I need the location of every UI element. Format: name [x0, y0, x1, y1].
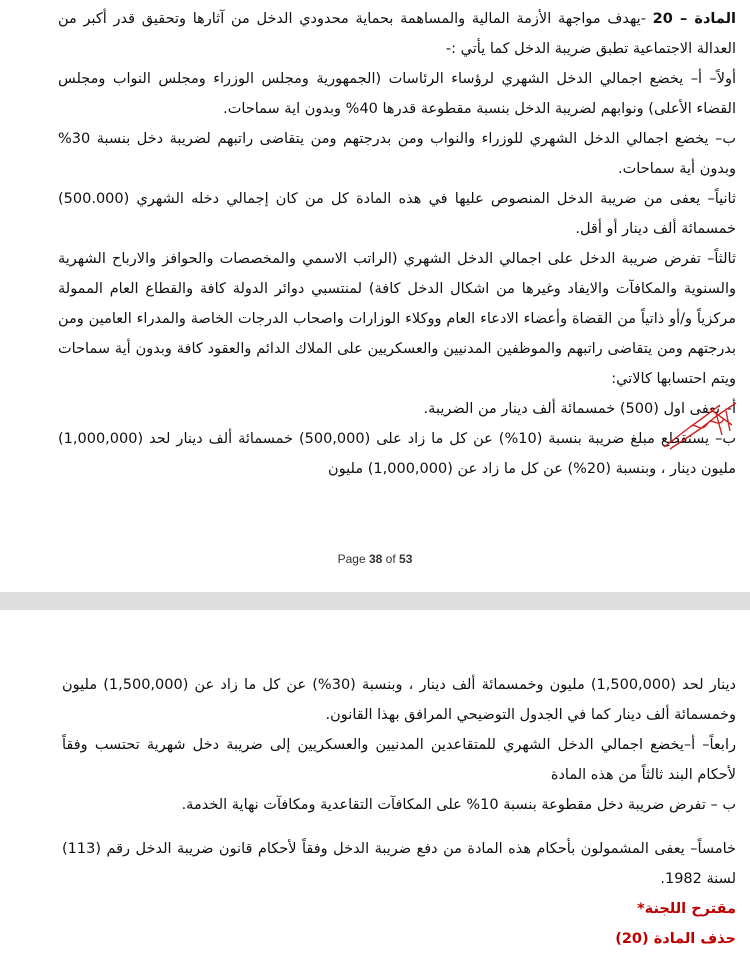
article-paragraph-second	[58, 184, 736, 244]
paragraph-text: رابعاً– أ–يخضع اجمالي الدخل الشهري للمتقاعدين المدنيين والعسكريين إلى ضريبة دخل شهرية تحتسب وفقاً لأحكام البند ثالثاً من هذه المادة	[62, 737, 736, 783]
footer-total-pages: 53	[399, 552, 413, 566]
article-20-text	[58, 4, 736, 484]
paragraph-text: دينار لحد (1,500,000) مليون وخمسمائة ألف دينار ، وبنسبة (30%) عن كل ما زاد عن (1,500,000) مليون وخمسمائة ألف دينار كما في الجدول التوضيحي المرافق بهذا القانون.	[62, 677, 736, 723]
page-footer	[0, 552, 750, 566]
article-paragraph-third-b	[58, 424, 736, 484]
paragraph-text: ثالثاً– تفرض ضريبة الدخل على اجمالي الدخل الشهري (الراتب الاسمي والمخصصات والحوافز والارباح الشهرية والسنوية والمكافآت والايفاد وغيرها من اشكال الدخل كافة) لمنتسبي دوائر الدولة كافة والقطاع العام الممولة مركزياً و/أو ذاتياً من القضاة وأعضاء الادعاء العام ووكلاء الوزارات واصحاب الدرجات الخاصة والمدراء العامين ومن بدرجتهم ومن يتقاضى راتبهم والموظفين المدنيين والعسكريين على الملاك الدائم والعقود كافة وبدون أية سماحات ويتم احتسابها كالاتي:	[58, 251, 736, 387]
paragraph-text: خامساً– يعفى المشمولون بأحكام هذه المادة من دفع ضريبة الدخل وفقاً لأحكام قانون ضريبة الدخل رقم (113) لسنة 1982.	[62, 841, 736, 887]
paragraph-text: -يهدف مواجهة الأزمة المالية والمساهمة بحماية محدودي الدخل من آثارها وتحقيق قدر أكبر من العدالة الاجتماعية تطبق ضريبة الدخل كما يأتي :-	[58, 11, 736, 57]
paragraph-text: ب– يخضع اجمالي الدخل الشهري للوزراء والنواب ومن بدرجتهم ومن يتقاضى راتبهم لضريبة دخل بنسبة 30% وبدون أية سماحات.	[58, 131, 736, 177]
page-separator	[0, 592, 750, 610]
article-paragraph-fourth-b	[62, 790, 736, 820]
committee-proposal-label: مقترح اللجنة*	[637, 901, 736, 917]
handwritten-signature	[660, 395, 740, 455]
footer-of: of	[382, 552, 400, 566]
footer-page-number: 38	[368, 552, 383, 566]
continuation-paragraph	[62, 670, 736, 730]
paragraph-text: ثانياً– يعفى من ضريبة الدخل المنصوص عليها في هذه المادة كل من كان إجمالي دخله الشهري (500.000) خمسمائة ألف دينار أو أقل.	[58, 191, 736, 237]
article-paragraph-intro	[58, 4, 736, 64]
paragraph-spacer	[62, 820, 736, 834]
article-paragraph-first-b	[58, 124, 736, 184]
article-20-continued	[62, 670, 736, 954]
article-paragraph-first-a	[58, 64, 736, 124]
paragraph-text: أ– تعفى اول (500) خمسمائة ألف دينار من الضريبة.	[423, 401, 736, 417]
paragraph-text: ب– يستقطع مبلغ ضريبة بنسبة (10%) عن كل ما زاد على (500,000) خمسمائة ألف دينار لحد (1,000,000) مليون دينار ، وبنسبة (20%) عن كل ما زاد عن (1,000,000) مليون	[58, 431, 736, 477]
paragraph-text: ب – تفرض ضريبة دخل مقطوعة بنسبة 10% على المكافآت التقاعدية ومكافآت نهاية الخدمة.	[181, 797, 736, 813]
article-number: المادة – 20	[652, 11, 736, 27]
footer-prefix: Page	[337, 552, 369, 566]
article-paragraph-third	[58, 244, 736, 394]
article-paragraph-fifth	[62, 834, 736, 894]
article-paragraph-third-a	[58, 394, 736, 424]
paragraph-text: أولاً– أ– يخضع اجمالي الدخل الشهري لرؤساء الرئاسات (الجمهورية ومجلس الوزراء ومجلس النواب ومجلس القضاء الأعلى) ونوابهم لضريبة الدخل بنسبة مقطوعة قدرها 40% وبدون اية سماحات.	[58, 71, 736, 117]
delete-article-note: حذف المادة (20)	[615, 931, 736, 947]
article-paragraph-fourth-a	[62, 730, 736, 790]
